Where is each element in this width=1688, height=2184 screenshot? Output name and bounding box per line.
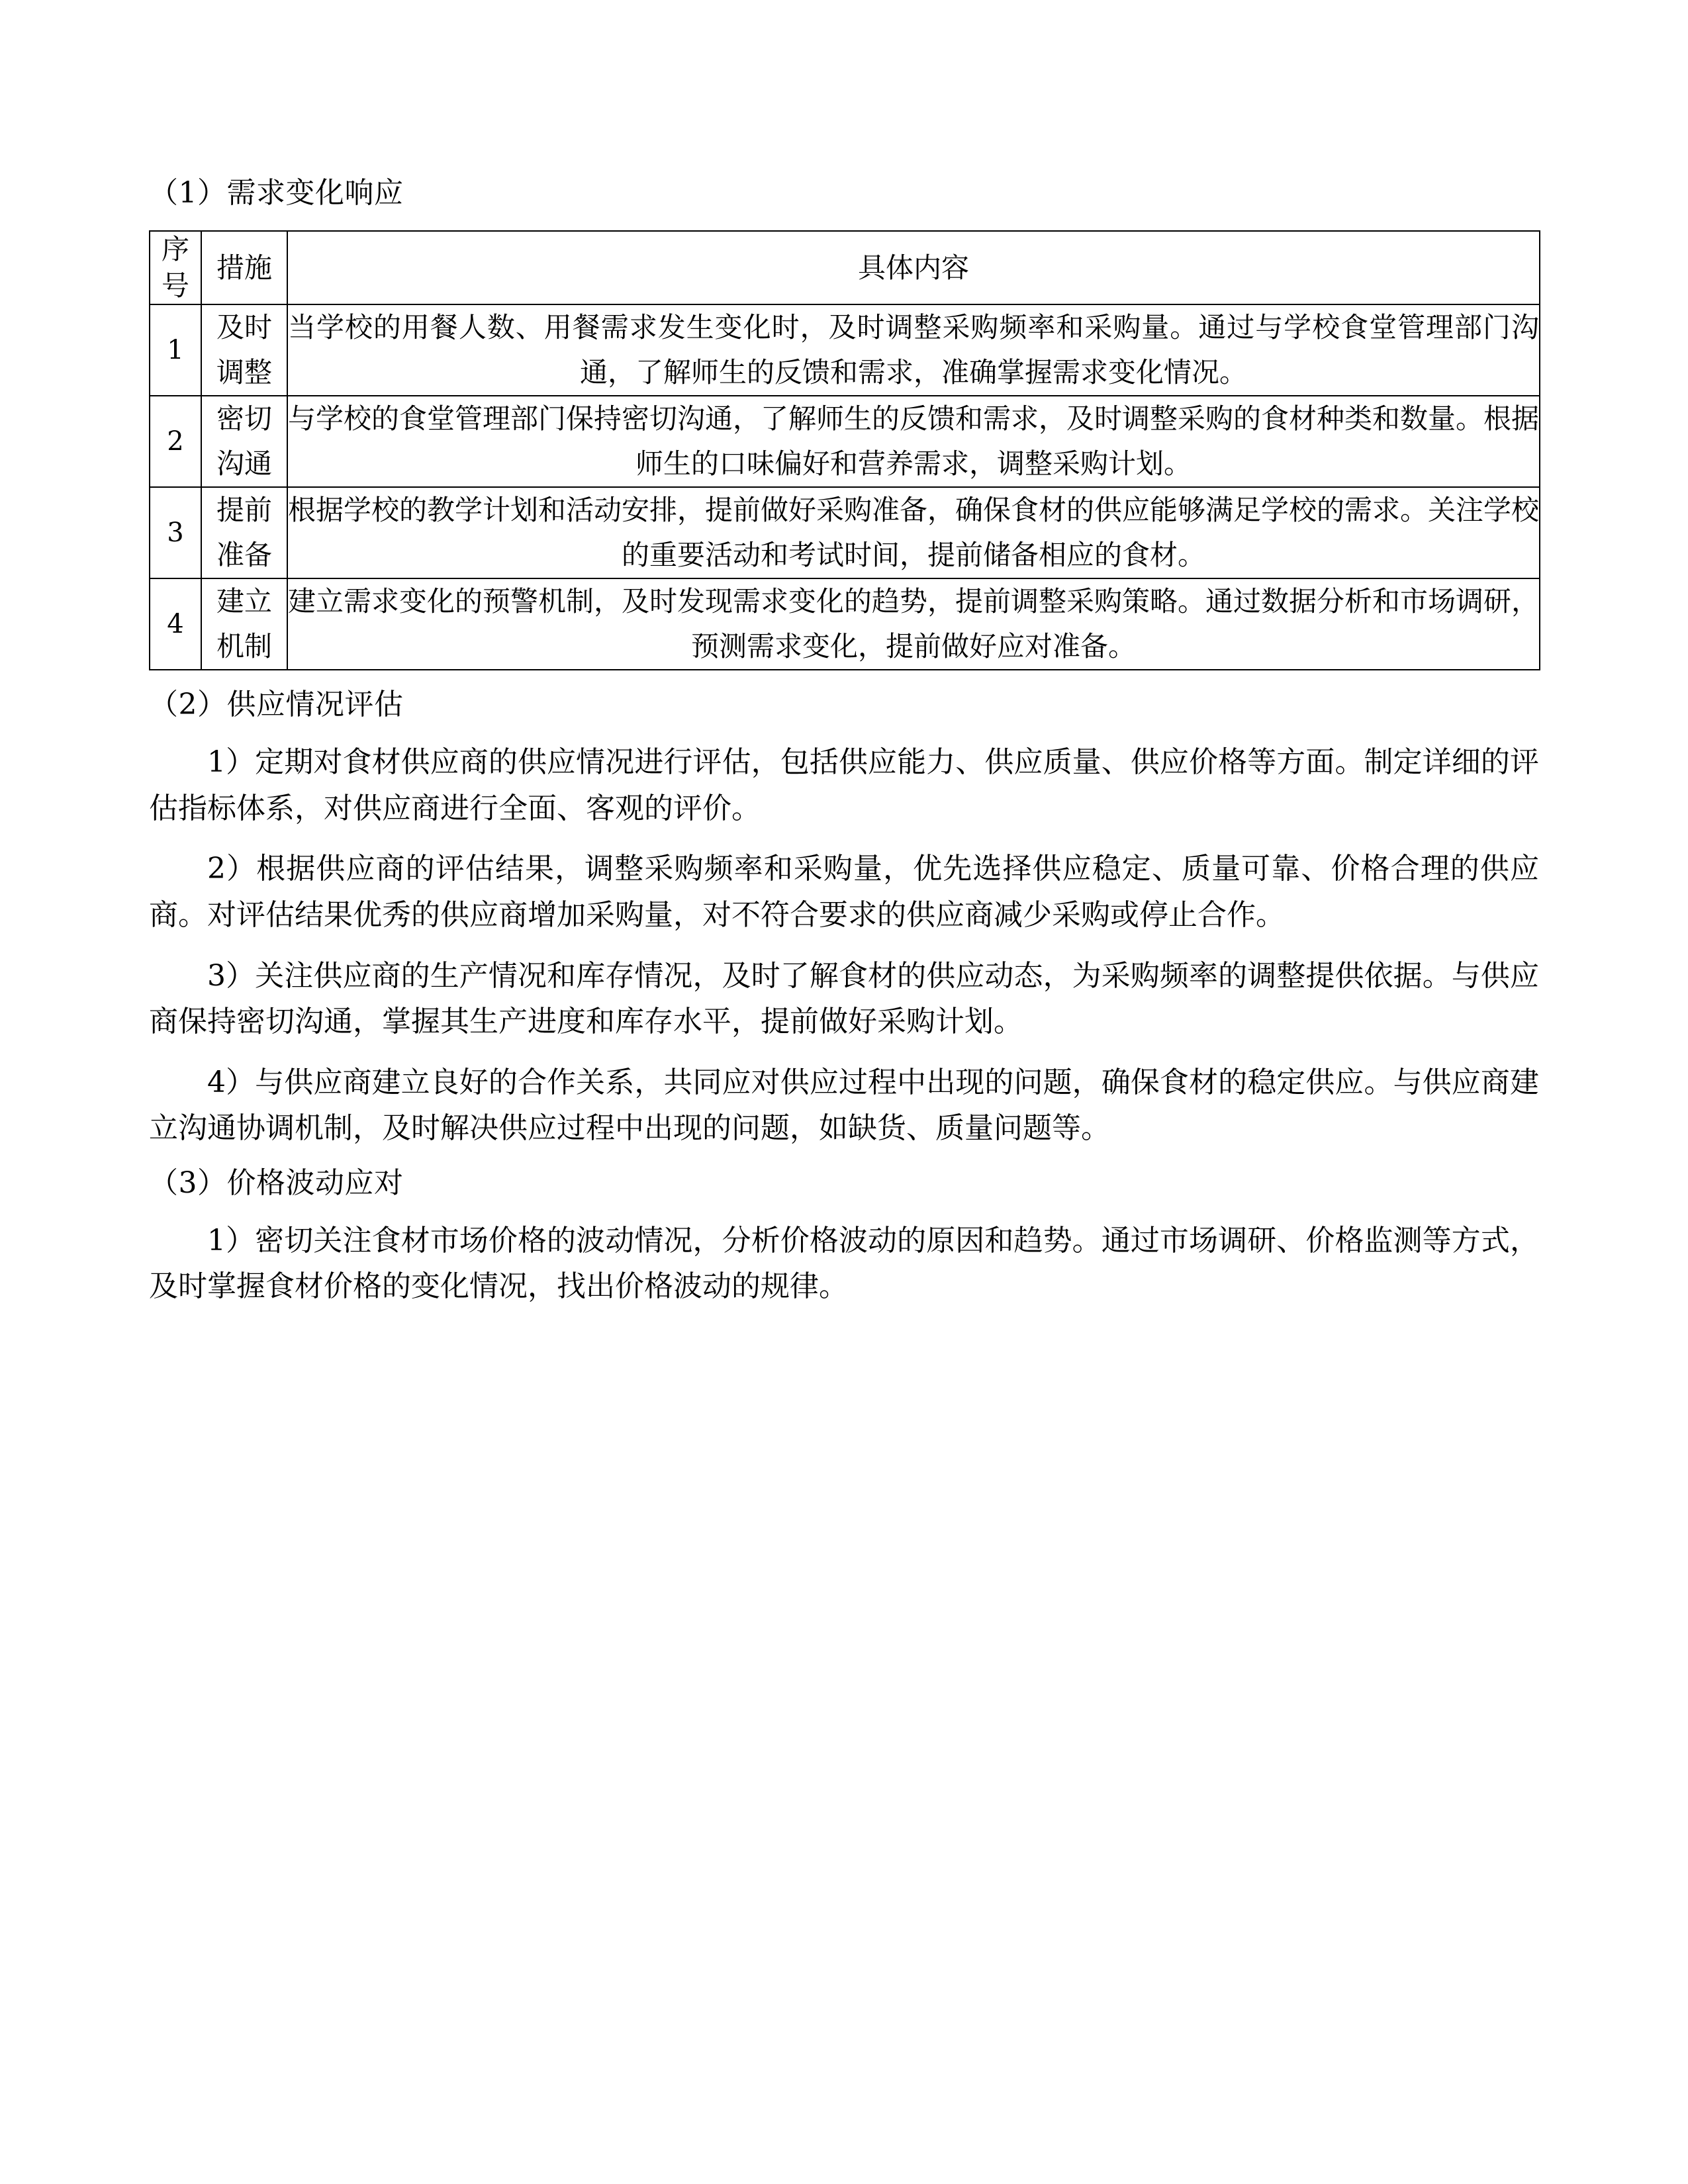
row-content: 与学校的食堂管理部门保持密切沟通，了解师生的反馈和需求，及时调整采购的食材种类和数量。根据师生的口味偏好和营养需求，调整采购计划。: [287, 396, 1540, 487]
row-measure-name-line1: 及时: [216, 311, 272, 344]
section-heading-2: （2）供应情况评估: [149, 688, 404, 722]
demand-response-measures-table: [149, 230, 1540, 670]
row-measure-name-line2: 调整: [216, 356, 272, 389]
table-row: [150, 396, 1540, 487]
section-heading-1: （1）需求变化响应: [149, 176, 404, 210]
paragraph: 3）关注供应商的生产情况和库存情况，及时了解食材的供应动态，为采购频率的调整提供依据。与供应商保持密切沟通，掌握其生产进度和库存水平，提前做好采购计划。: [149, 958, 1539, 1039]
column-header-measure: 措施: [201, 231, 287, 304]
row-measure-name-line1: 密切: [216, 402, 272, 435]
paragraph: 2）根据供应商的评估结果，调整采购频率和采购量，优先选择供应稳定、质量可靠、价格合理的供应商。对评估结果优秀的供应商增加采购量，对不符合要求的供应商减少采购或停止合作。: [149, 852, 1539, 932]
row-measure-name-line1: 提前: [216, 494, 272, 527]
row-measure-name: [201, 396, 287, 487]
paragraph: 1）密切关注食材市场价格的波动情况，分析价格波动的原因和趋势。通过市场调研、价格监测等方式，及时掌握食材价格的变化情况，找出价格波动的规律。: [149, 1223, 1539, 1304]
row-serial-number: 2: [150, 396, 201, 487]
paragraph: 1）定期对食材供应商的供应情况进行评估，包括供应能力、供应质量、供应价格等方面。制定详细的评估指标体系，对供应商进行全面、客观的评价。: [149, 745, 1539, 825]
column-header-content: 具体内容: [287, 231, 1540, 304]
section-heading-3: （3）价格波动应对: [149, 1165, 404, 1200]
section-3-body: [149, 1218, 1539, 1310]
table-header-row: [150, 231, 1540, 304]
section-2-body: [149, 739, 1539, 1151]
row-measure-name: [201, 578, 287, 670]
column-header-serial-line1: 序: [161, 233, 189, 265]
row-measure-name: [201, 487, 287, 578]
row-serial-number: 1: [150, 304, 201, 396]
row-serial-number: 4: [150, 578, 201, 670]
table-row: [150, 304, 1540, 396]
row-serial-number: 3: [150, 487, 201, 578]
table-row: [150, 487, 1540, 578]
paragraph: 4）与供应商建立良好的合作关系，共同应对供应过程中出现的问题，确保食材的稳定供应。与供应商建立沟通协调机制，及时解决供应过程中出现的问题，如缺货、质量问题等。: [149, 1065, 1539, 1146]
row-measure-name-line2: 准备: [216, 539, 272, 572]
row-content: 当学校的用餐人数、用餐需求发生变化时，及时调整采购频率和采购量。通过与学校食堂管理部门沟通，了解师生的反馈和需求，准确掌握需求变化情况。: [287, 304, 1540, 396]
row-measure-name-line2: 机制: [216, 630, 272, 663]
row-content: 根据学校的教学计划和活动安排，提前做好采购准备，确保食材的供应能够满足学校的需求。关注学校的重要活动和考试时间，提前储备相应的食材。: [287, 487, 1540, 578]
table-row: [150, 578, 1540, 670]
column-header-serial-line2: 号: [161, 269, 189, 302]
row-measure-name: [201, 304, 287, 396]
row-measure-name-line1: 建立: [216, 585, 272, 618]
row-content: 建立需求变化的预警机制，及时发现需求变化的趋势，提前调整采购策略。通过数据分析和市场调研，预测需求变化，提前做好应对准备。: [287, 578, 1540, 670]
column-header-serial-number: [150, 231, 201, 304]
row-measure-name-line2: 沟通: [216, 447, 272, 480]
